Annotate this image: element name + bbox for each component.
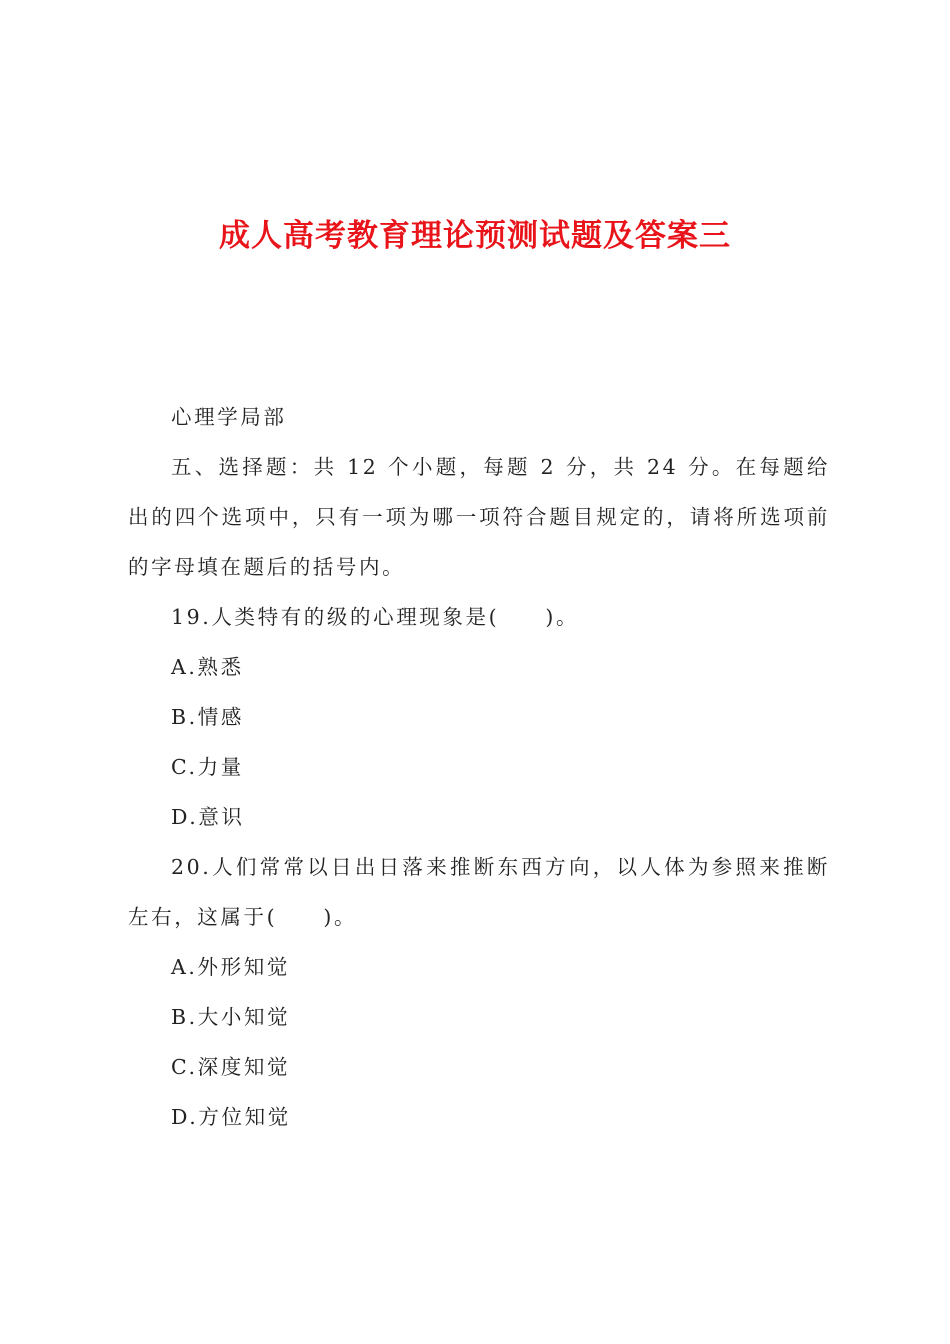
- section-heading: 心理学局部: [171, 405, 287, 429]
- question-stem-19: 19.人类特有的级的心理现象是( )。: [171, 605, 580, 629]
- document-body: [128, 392, 830, 1142]
- question-19-option-c: C.力量: [171, 755, 244, 779]
- question-20-option-a: A.外形知觉: [171, 955, 290, 979]
- question-20-option-b: B.大小知觉: [171, 1005, 291, 1029]
- question-20-option-c: C.深度知觉: [171, 1055, 291, 1079]
- question-stem-20: 20.人们常常以日出日落来推断东西方向，以人体为参照来推断左右，这属于( )。: [128, 855, 830, 929]
- question-19-option-a: A.熟悉: [171, 655, 244, 679]
- document-title: 成人高考教育理论预测试题及答案三: [219, 218, 731, 254]
- question-20-option-d: D.方位知觉: [171, 1105, 291, 1129]
- question-19-option-d: D.意识: [171, 805, 245, 829]
- question-19-option-b: B.情感: [171, 705, 244, 729]
- instructions-paragraph: 五、选择题：共 12 个小题，每题 2 分，共 24 分。在每题给出的四个选项中，只有一项为哪一项符合题目规定的，请将所选项前的字母填在题后的括号内。: [128, 455, 830, 579]
